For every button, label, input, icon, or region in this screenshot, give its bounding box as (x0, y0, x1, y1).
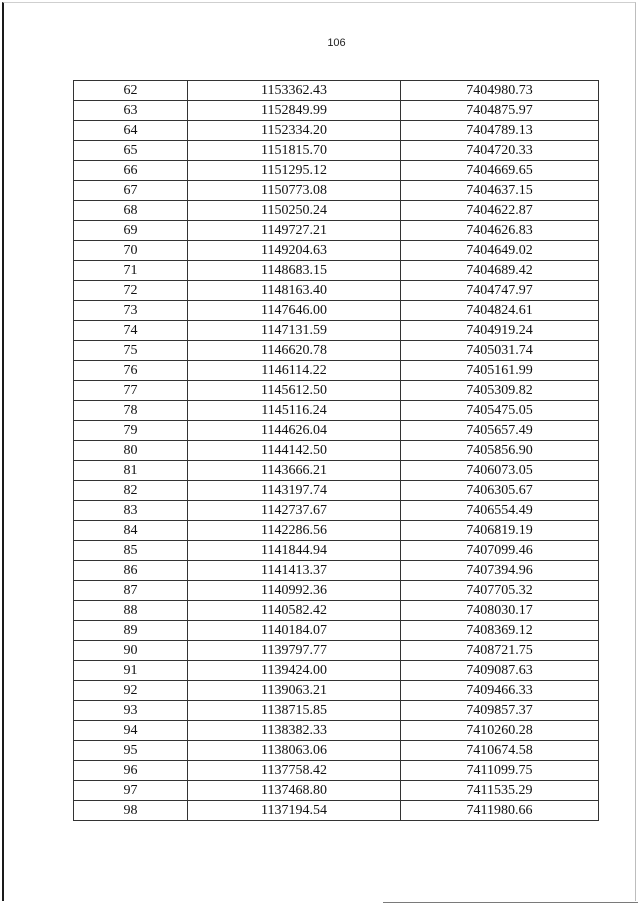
x-coordinate-cell: 1139063.21 (188, 681, 401, 701)
x-coordinate-cell: 1149727.21 (188, 221, 401, 241)
y-coordinate-cell: 7404980.73 (401, 81, 599, 101)
table-row (74, 601, 599, 621)
point-number-cell: 69 (74, 221, 188, 241)
table-row (74, 241, 599, 261)
y-coordinate-cell: 7405657.49 (401, 421, 599, 441)
x-coordinate-cell: 1140184.07 (188, 621, 401, 641)
x-coordinate-cell: 1145612.50 (188, 381, 401, 401)
x-coordinate-cell: 1146114.22 (188, 361, 401, 381)
point-number-cell: 86 (74, 561, 188, 581)
y-coordinate-cell: 7405161.99 (401, 361, 599, 381)
point-number-cell: 67 (74, 181, 188, 201)
table-row (74, 401, 599, 421)
table-row (74, 461, 599, 481)
x-coordinate-cell: 1145116.24 (188, 401, 401, 421)
table-row (74, 261, 599, 281)
y-coordinate-cell: 7404789.13 (401, 121, 599, 141)
point-number-cell: 91 (74, 661, 188, 681)
table-row (74, 721, 599, 741)
x-coordinate-cell: 1149204.63 (188, 241, 401, 261)
table-row (74, 741, 599, 761)
y-coordinate-cell: 7410674.58 (401, 741, 599, 761)
x-coordinate-cell: 1141844.94 (188, 541, 401, 561)
point-number-cell: 94 (74, 721, 188, 741)
point-number-cell: 66 (74, 161, 188, 181)
point-number-cell: 92 (74, 681, 188, 701)
table-row (74, 661, 599, 681)
table-row (74, 481, 599, 501)
y-coordinate-cell: 7411980.66 (401, 801, 599, 821)
point-number-cell: 97 (74, 781, 188, 801)
coordinates-table-body (74, 81, 599, 821)
table-row (74, 561, 599, 581)
y-coordinate-cell: 7411099.75 (401, 761, 599, 781)
table-row (74, 761, 599, 781)
table-row (74, 781, 599, 801)
x-coordinate-cell: 1137194.54 (188, 801, 401, 821)
point-number-cell: 63 (74, 101, 188, 121)
x-coordinate-cell: 1138382.33 (188, 721, 401, 741)
point-number-cell: 79 (74, 421, 188, 441)
point-number-cell: 62 (74, 81, 188, 101)
x-coordinate-cell: 1146620.78 (188, 341, 401, 361)
y-coordinate-cell: 7407705.32 (401, 581, 599, 601)
x-coordinate-cell: 1137758.42 (188, 761, 401, 781)
x-coordinate-cell: 1147646.00 (188, 301, 401, 321)
table-row (74, 181, 599, 201)
x-coordinate-cell: 1144626.04 (188, 421, 401, 441)
table-row (74, 501, 599, 521)
y-coordinate-cell: 7406305.67 (401, 481, 599, 501)
point-number-cell: 82 (74, 481, 188, 501)
point-number-cell: 88 (74, 601, 188, 621)
x-coordinate-cell: 1150773.08 (188, 181, 401, 201)
point-number-cell: 96 (74, 761, 188, 781)
point-number-cell: 70 (74, 241, 188, 261)
x-coordinate-cell: 1141413.37 (188, 561, 401, 581)
table-row (74, 301, 599, 321)
table-row (74, 381, 599, 401)
point-number-cell: 90 (74, 641, 188, 661)
table-row (74, 281, 599, 301)
x-coordinate-cell: 1152334.20 (188, 121, 401, 141)
bottom-divider (383, 902, 638, 903)
point-number-cell: 71 (74, 261, 188, 281)
table-row (74, 141, 599, 161)
y-coordinate-cell: 7408030.17 (401, 601, 599, 621)
y-coordinate-cell: 7409857.37 (401, 701, 599, 721)
y-coordinate-cell: 7404622.87 (401, 201, 599, 221)
page-number: 106 (327, 37, 346, 49)
table-row (74, 541, 599, 561)
y-coordinate-cell: 7404824.61 (401, 301, 599, 321)
y-coordinate-cell: 7408369.12 (401, 621, 599, 641)
point-number-cell: 93 (74, 701, 188, 721)
point-number-cell: 73 (74, 301, 188, 321)
table-row (74, 421, 599, 441)
point-number-cell: 87 (74, 581, 188, 601)
table-row (74, 81, 599, 101)
x-coordinate-cell: 1150250.24 (188, 201, 401, 221)
x-coordinate-cell: 1138063.06 (188, 741, 401, 761)
y-coordinate-cell: 7407099.46 (401, 541, 599, 561)
x-coordinate-cell: 1139797.77 (188, 641, 401, 661)
x-coordinate-cell: 1153362.43 (188, 81, 401, 101)
table-row (74, 641, 599, 661)
y-coordinate-cell: 7406073.05 (401, 461, 599, 481)
x-coordinate-cell: 1148683.15 (188, 261, 401, 281)
x-coordinate-cell: 1151295.12 (188, 161, 401, 181)
coordinates-table (73, 80, 599, 821)
y-coordinate-cell: 7404720.33 (401, 141, 599, 161)
x-coordinate-cell: 1138715.85 (188, 701, 401, 721)
y-coordinate-cell: 7404689.42 (401, 261, 599, 281)
table-row (74, 321, 599, 341)
point-number-cell: 77 (74, 381, 188, 401)
y-coordinate-cell: 7407394.96 (401, 561, 599, 581)
table-row (74, 441, 599, 461)
x-coordinate-cell: 1137468.80 (188, 781, 401, 801)
x-coordinate-cell: 1144142.50 (188, 441, 401, 461)
y-coordinate-cell: 7405856.90 (401, 441, 599, 461)
x-coordinate-cell: 1143197.74 (188, 481, 401, 501)
point-number-cell: 80 (74, 441, 188, 461)
y-coordinate-cell: 7409466.33 (401, 681, 599, 701)
y-coordinate-cell: 7409087.63 (401, 661, 599, 681)
point-number-cell: 85 (74, 541, 188, 561)
point-number-cell: 74 (74, 321, 188, 341)
y-coordinate-cell: 7404649.02 (401, 241, 599, 261)
point-number-cell: 95 (74, 741, 188, 761)
point-number-cell: 78 (74, 401, 188, 421)
x-coordinate-cell: 1139424.00 (188, 661, 401, 681)
table-row (74, 201, 599, 221)
point-number-cell: 72 (74, 281, 188, 301)
x-coordinate-cell: 1142737.67 (188, 501, 401, 521)
table-row (74, 621, 599, 641)
point-number-cell: 64 (74, 121, 188, 141)
table-row (74, 161, 599, 181)
table-row (74, 121, 599, 141)
table-row (74, 521, 599, 541)
point-number-cell: 84 (74, 521, 188, 541)
table-row (74, 701, 599, 721)
y-coordinate-cell: 7411535.29 (401, 781, 599, 801)
y-coordinate-cell: 7406554.49 (401, 501, 599, 521)
point-number-cell: 81 (74, 461, 188, 481)
x-coordinate-cell: 1152849.99 (188, 101, 401, 121)
table-row (74, 801, 599, 821)
x-coordinate-cell: 1142286.56 (188, 521, 401, 541)
point-number-cell: 76 (74, 361, 188, 381)
y-coordinate-cell: 7404669.65 (401, 161, 599, 181)
y-coordinate-cell: 7404875.97 (401, 101, 599, 121)
y-coordinate-cell: 7404626.83 (401, 221, 599, 241)
table-row (74, 581, 599, 601)
point-number-cell: 68 (74, 201, 188, 221)
y-coordinate-cell: 7410260.28 (401, 721, 599, 741)
y-coordinate-cell: 7404637.15 (401, 181, 599, 201)
y-coordinate-cell: 7404919.24 (401, 321, 599, 341)
point-number-cell: 89 (74, 621, 188, 641)
table-row (74, 341, 599, 361)
point-number-cell: 65 (74, 141, 188, 161)
x-coordinate-cell: 1147131.59 (188, 321, 401, 341)
y-coordinate-cell: 7406819.19 (401, 521, 599, 541)
table-row (74, 361, 599, 381)
y-coordinate-cell: 7405031.74 (401, 341, 599, 361)
point-number-cell: 75 (74, 341, 188, 361)
x-coordinate-cell: 1151815.70 (188, 141, 401, 161)
point-number-cell: 83 (74, 501, 188, 521)
y-coordinate-cell: 7405475.05 (401, 401, 599, 421)
y-coordinate-cell: 7408721.75 (401, 641, 599, 661)
point-number-cell: 98 (74, 801, 188, 821)
x-coordinate-cell: 1140992.36 (188, 581, 401, 601)
table-row (74, 681, 599, 701)
table-row (74, 221, 599, 241)
x-coordinate-cell: 1143666.21 (188, 461, 401, 481)
x-coordinate-cell: 1140582.42 (188, 601, 401, 621)
x-coordinate-cell: 1148163.40 (188, 281, 401, 301)
table-row (74, 101, 599, 121)
y-coordinate-cell: 7404747.97 (401, 281, 599, 301)
y-coordinate-cell: 7405309.82 (401, 381, 599, 401)
